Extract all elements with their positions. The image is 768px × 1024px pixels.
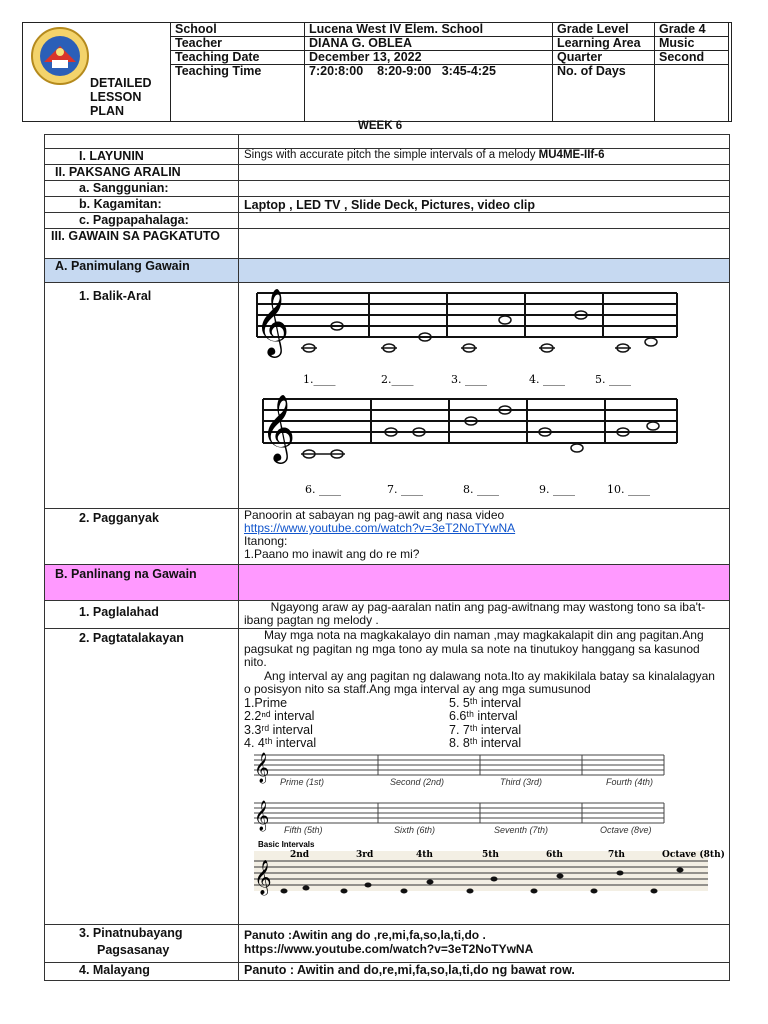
treble-clef-icon: 𝄞 bbox=[254, 859, 272, 895]
balik-aral-staves bbox=[239, 283, 729, 505]
pagganyak-line: Itanong: bbox=[244, 534, 288, 548]
pinatnubayang-text: https://www.youtube.com/watch?v=3eT2NoTYwNA bbox=[244, 942, 534, 956]
header-key: Quarter bbox=[553, 51, 655, 65]
answer-blank: 6. ____ bbox=[305, 483, 341, 496]
interval-item: 7. 7ᵗʰ interval bbox=[449, 722, 522, 737]
paglalahad-label: 1. Paglalahad bbox=[45, 601, 239, 629]
basic-label: 6th bbox=[546, 849, 563, 860]
layunin-label: I. LAYUNIN bbox=[45, 149, 239, 165]
answer-blank: 7. ____ bbox=[387, 483, 423, 496]
panimulang-label: A. Panimulang Gawain bbox=[45, 259, 239, 283]
interval-staves bbox=[244, 751, 725, 901]
answer-blank: 1.____ bbox=[303, 373, 336, 386]
interval-name: Prime (1st) bbox=[280, 776, 325, 787]
malayang-text: Panuto : Awitin and do,re,mi,fa,so,la,ti,do ng bawat row. bbox=[239, 963, 730, 981]
interval-name: Seventh (7th) bbox=[494, 824, 549, 835]
paksang-label: II. PAKSANG ARALIN bbox=[45, 165, 239, 181]
interval-name: Fourth (4th) bbox=[606, 776, 654, 787]
kagamitan-label: b. Kagamitan: bbox=[45, 197, 239, 213]
layunin-desc: Sings with accurate pitch the simple intervals of a melody bbox=[244, 149, 539, 161]
pagganyak-line: Panoorin at sabayan ng pag-awit ang nasa video bbox=[244, 508, 505, 522]
answer-blank: 3. ____ bbox=[451, 373, 487, 386]
empty-cell bbox=[45, 135, 239, 149]
title-line: DETAILED bbox=[90, 76, 152, 90]
treble-clef-icon: 𝄞 bbox=[255, 287, 290, 355]
week-label: WEEK 6 bbox=[358, 120, 403, 132]
treble-clef-icon: 𝄞 bbox=[254, 752, 270, 783]
header-value: DIANA G. OBLEA bbox=[305, 37, 553, 51]
header-key: School bbox=[171, 23, 305, 37]
pagganyak-label: 2. Pagganyak bbox=[45, 509, 239, 565]
youtube-link[interactable]: https://www.youtube.com/watch?v=3eT2NoTYwNA bbox=[244, 521, 516, 535]
panlinang-fill bbox=[239, 565, 730, 601]
interval-item: 2.2ⁿᵈ interval bbox=[244, 709, 315, 723]
header-key: Teacher bbox=[171, 37, 305, 51]
header-key: Teaching Time bbox=[171, 65, 305, 122]
pinatnubayang-label bbox=[45, 925, 239, 963]
balik-aral-content bbox=[239, 283, 730, 509]
header-value: Music bbox=[655, 37, 729, 51]
pagtatalakayan-paragraph: Ang interval ay ang pagitan ng dalawang nota.Ito ay makikilala batay sa kinalalagyan o posisyon nito sa staff.Ang mga interval ay ang mga sumusunod bbox=[244, 668, 719, 696]
interval-item: 1.Prime bbox=[244, 695, 288, 710]
answer-blank: 8. ____ bbox=[463, 483, 499, 496]
empty-cell bbox=[239, 165, 730, 181]
pagpapahalaga-label: c. Pagpapahalaga: bbox=[45, 213, 239, 229]
balik-aral-label: 1. Balik-Aral bbox=[45, 283, 239, 509]
interval-name: Second (2nd) bbox=[390, 776, 445, 787]
interval-names-2 bbox=[284, 825, 652, 835]
interval-name: Third (3rd) bbox=[500, 776, 543, 787]
basic-intervals-title: Basic Intervals bbox=[258, 839, 315, 849]
pinatnubayang-line: Pagsasanay bbox=[97, 943, 170, 957]
kagamitan-text: Laptop , LED TV , Slide Deck, Pictures, video clip bbox=[239, 197, 730, 213]
pinatnubayang-content bbox=[239, 925, 730, 963]
basic-label: 4th bbox=[416, 849, 433, 860]
interval-name: Sixth (6th) bbox=[394, 824, 436, 835]
gawain-label: III. GAWAIN SA PAGKATUTO bbox=[45, 229, 239, 259]
layunin-code: MU4ME-IIf-6 bbox=[538, 149, 605, 161]
interval-item: 5. 5ᵗʰ interval bbox=[449, 695, 522, 710]
header-info-table bbox=[170, 22, 729, 122]
lesson-table bbox=[44, 134, 730, 981]
header-value bbox=[655, 65, 729, 122]
answers-row-1 bbox=[303, 373, 631, 386]
header-value: December 13, 2022 bbox=[305, 51, 553, 65]
header-key: Learning Area bbox=[553, 37, 655, 51]
pagtatalakayan-content bbox=[239, 629, 730, 925]
header-key: Grade Level bbox=[553, 23, 655, 37]
staff-row-2 bbox=[263, 399, 677, 443]
answers-row-2 bbox=[305, 483, 650, 496]
basic-label: 5th bbox=[482, 849, 499, 860]
header-value: 7:20:8:00 8:20-9:00 3:45-4:25 bbox=[305, 65, 553, 122]
pagganyak-content bbox=[239, 509, 730, 565]
pagtatalakayan-label: 2. Pagtatalakayan bbox=[45, 629, 239, 925]
header-value: Grade 4 bbox=[655, 23, 729, 37]
panlinang-label: B. Panlinang na Gawain bbox=[45, 565, 239, 601]
interval-item: 6.6ᵗʰ interval bbox=[449, 709, 518, 723]
lesson-plan-title bbox=[90, 76, 152, 118]
sanggunian-label: a. Sanggunian: bbox=[45, 181, 239, 197]
pagganyak-line: 1.Paano mo inawit ang do re mi? bbox=[244, 547, 420, 561]
basic-label: 3rd bbox=[356, 849, 374, 860]
header-value: Lucena West IV Elem. School bbox=[305, 23, 553, 37]
pinatnubayang-line: 3. Pinatnubayang bbox=[79, 926, 183, 940]
panimulang-fill bbox=[239, 259, 730, 283]
interval-staff-2 bbox=[254, 803, 664, 823]
interval-item: 3.3ʳᵈ interval bbox=[244, 722, 313, 737]
title-line: LESSON bbox=[90, 90, 142, 104]
interval-list bbox=[244, 697, 664, 751]
basic-label: 7th bbox=[608, 849, 625, 860]
header-key: Teaching Date bbox=[171, 51, 305, 65]
layunin-text bbox=[239, 149, 730, 165]
empty-cell bbox=[239, 181, 730, 197]
paglalahad-text: Ngayong araw ay pag-aaralan natin ang pag-awitnang may wastong tono sa iba't-ibang pagtan ng melody . bbox=[239, 601, 730, 629]
interval-item: 4. 4ᵗʰ interval bbox=[244, 736, 317, 750]
interval-staff-1 bbox=[254, 755, 664, 775]
interval-name: Fifth (5th) bbox=[284, 824, 323, 835]
answer-blank: 4. ____ bbox=[529, 373, 565, 386]
empty-cell bbox=[239, 213, 730, 229]
school-seal-icon bbox=[30, 26, 90, 86]
answer-blank: 2.____ bbox=[381, 373, 414, 386]
pagtatalakayan-paragraph: May mga nota na magkakalayo din naman ,may magkakalapit din ang pagitan.Ang pagsukat ng pagitan ng mga tono ay mula sa note na tinutukoy hanggang sa kasunod nito. bbox=[244, 628, 707, 669]
basic-label: 2nd bbox=[290, 849, 310, 860]
interval-item: 8. 8ᵗʰ interval bbox=[449, 736, 522, 750]
malayang-label: 4. Malayang bbox=[45, 963, 239, 981]
treble-clef-icon: 𝄞 bbox=[254, 800, 270, 831]
empty-cell bbox=[239, 229, 730, 259]
answer-blank: 5. ____ bbox=[595, 373, 631, 386]
interval-name: Octave (8ve) bbox=[600, 824, 652, 835]
basic-label: Octave (8th) bbox=[662, 849, 725, 860]
header-value: Second bbox=[655, 51, 729, 65]
pinatnubayang-text: Panuto :Awitin ang do ,re,mi,fa,so,la,ti,do . bbox=[244, 928, 486, 942]
staff-row-1 bbox=[257, 293, 677, 337]
empty-cell bbox=[239, 135, 730, 149]
header-key: No. of Days bbox=[553, 65, 655, 122]
title-line: PLAN bbox=[90, 104, 125, 118]
interval-names-1 bbox=[280, 777, 653, 787]
answer-blank: 10. ____ bbox=[607, 483, 650, 496]
treble-clef-icon: 𝄞 bbox=[261, 393, 296, 461]
answer-blank: 9. ____ bbox=[539, 483, 575, 496]
